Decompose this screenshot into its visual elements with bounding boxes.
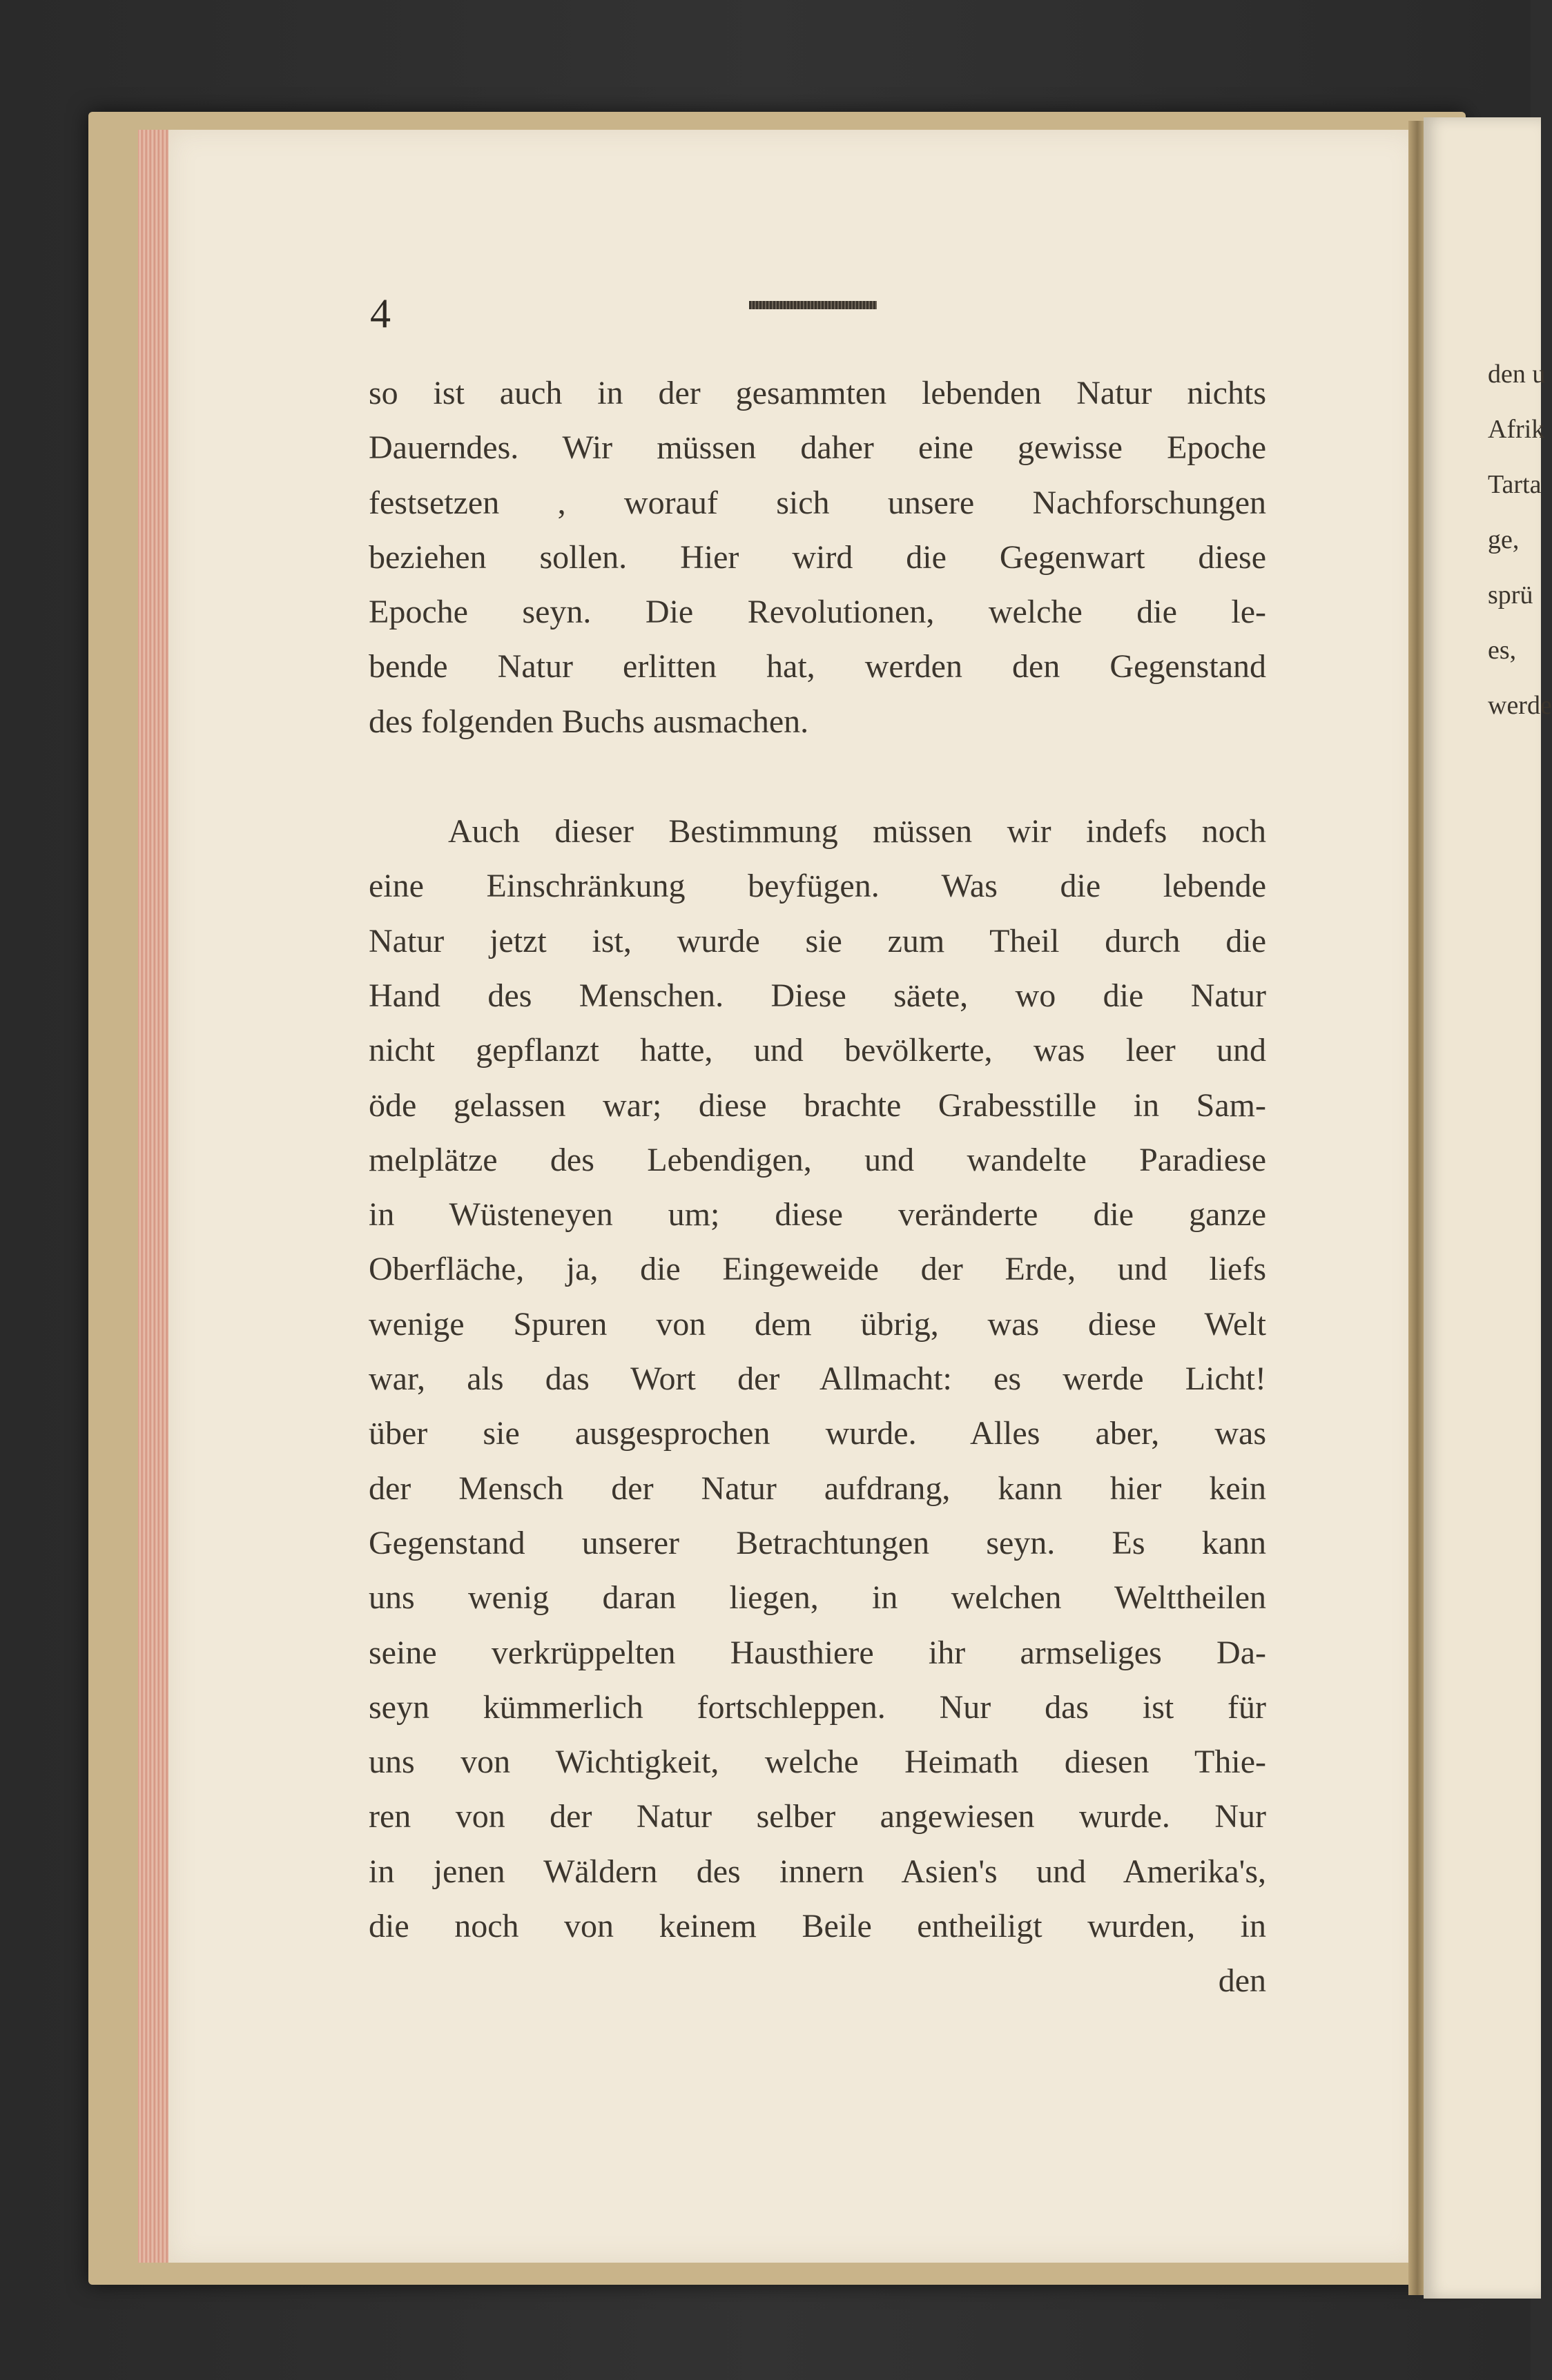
text-line: eine Einschränkung beyfügen. Was die lebende	[369, 868, 1266, 905]
text-line: Hand des Menschen. Diese säete, wo die Natur	[369, 977, 1266, 1014]
text-line: uns von Wichtigkeit, welche Heimath diesen Thie-	[369, 1744, 1266, 1781]
text-line: Epoche seyn. Die Revolutionen, welche die le-	[369, 594, 1266, 631]
text-line: bende Natur erlitten hat, werden den Gegenstand	[369, 648, 1266, 685]
header-rule	[749, 301, 877, 309]
paragraph-spacer	[369, 749, 1266, 804]
text-line: seine verkrüppelten Hausthiere ihr armseliges Da-	[369, 1634, 1266, 1671]
text-line: Dauerndes. Wir müssen daher eine gewisse Epoche	[369, 429, 1266, 467]
body-text	[369, 366, 1266, 2009]
text-line: in jenen Wäldern des innern Asien's und Amerika's,	[369, 1853, 1266, 1890]
text-line: der Mensch der Natur aufdrang, kann hier kein	[369, 1470, 1266, 1507]
text-line: des folgenden Buchs ausmachen.	[369, 703, 809, 740]
text-line: über sie ausgesprochen wurde. Alles aber, was	[369, 1415, 1266, 1452]
facing-page	[1424, 117, 1541, 2299]
text-line: Natur jetzt ist, wurde sie zum Theil durch die	[369, 922, 1266, 959]
facing-fragment: es,	[1488, 636, 1517, 665]
text-line: melplätze des Lebendigen, und wandelte Paradiese	[369, 1141, 1266, 1178]
text-line: in Wüsteneyen um; diese veränderte die ganze	[369, 1196, 1266, 1233]
text-line: beziehen sollen. Hier wird die Gegenwart diese	[369, 538, 1266, 576]
text-line: wenige Spuren von dem übrig, was diese Welt	[369, 1305, 1266, 1343]
text-line: Auch dieser Bestimmung müssen wir indefs noch	[448, 813, 1266, 850]
facing-fragment: Tarta	[1488, 470, 1542, 499]
text-line: war, als das Wort der Allmacht: es werde Licht!	[369, 1360, 1266, 1398]
facing-fragment: werde	[1488, 691, 1552, 720]
facing-fragment: ge,	[1488, 525, 1520, 554]
text-line: die noch von keinem Beile entheiligt wurden, in	[369, 1908, 1266, 1945]
text-line: seyn kümmerlich fortschleppen. Nur das ist für	[369, 1688, 1266, 1726]
text-line: festsetzen , worauf sich unsere Nachforschungen	[369, 484, 1266, 521]
text-line: nicht gepflanzt hatte, und bevölkerte, was leer und	[369, 1032, 1266, 1069]
facing-fragment: den u	[1488, 360, 1546, 389]
text-line: uns wenig daran liegen, in welchen Welttheilen	[369, 1579, 1266, 1617]
text-line: Oberfläche, ja, die Eingeweide der Erde, und liefs	[369, 1251, 1266, 1288]
text-line: öde gelassen war; diese brachte Grabesstille in Sam-	[369, 1086, 1266, 1124]
paragraph-2	[369, 804, 1266, 1953]
paragraph-1	[369, 366, 1266, 749]
facing-fragment: sprü	[1488, 581, 1533, 609]
catchword: den	[1218, 1962, 1266, 2000]
page-number: 4	[370, 291, 391, 336]
facing-fragment: Afrik	[1488, 415, 1545, 444]
text-line: so ist auch in der gesammten lebenden Natur nichts	[369, 375, 1266, 411]
text-line: ren von der Natur selber angewiesen wurde. Nur	[369, 1798, 1266, 1835]
text-line: Gegenstand unserer Betrachtungen seyn. Es kann	[369, 1524, 1266, 1561]
